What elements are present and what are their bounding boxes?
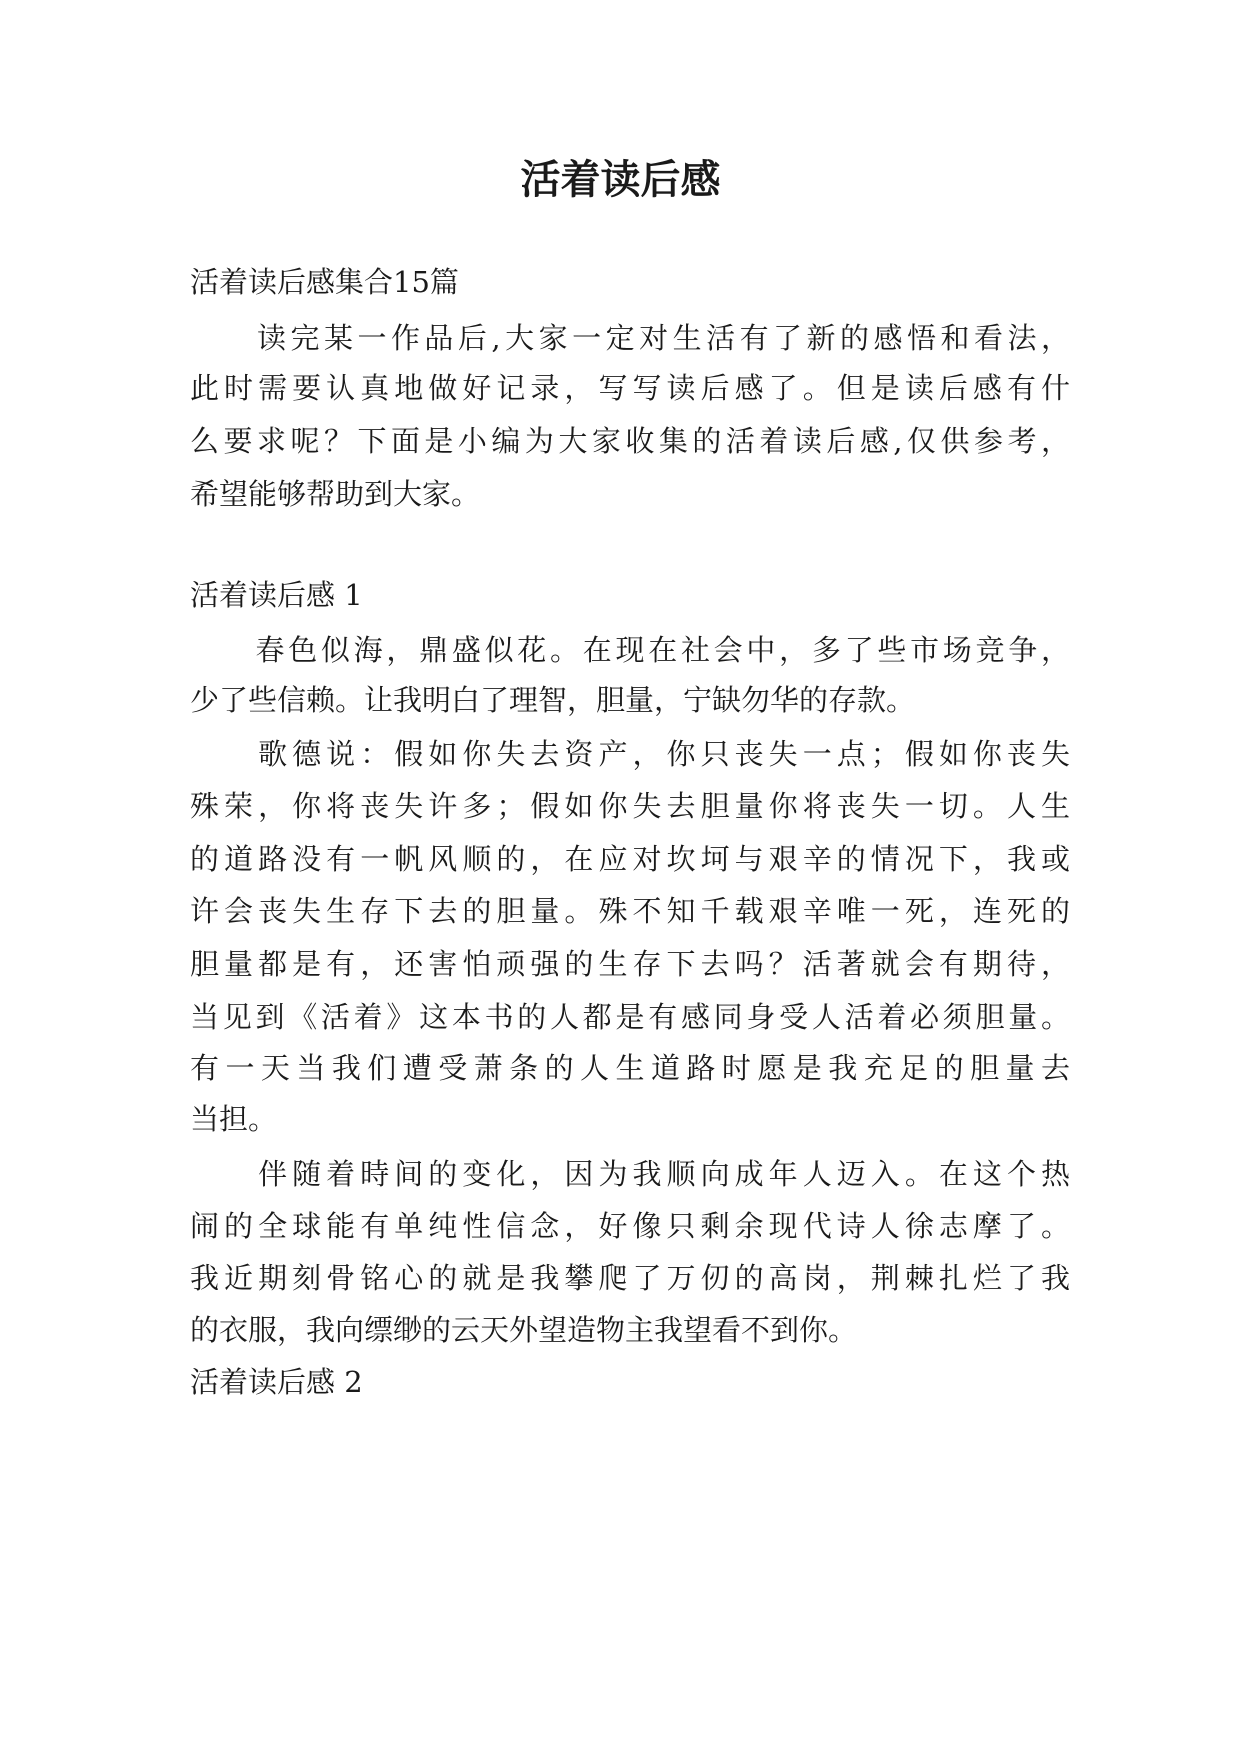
essay1-para2-line: 许会丧失生存下去的胆量。殊不知千载艰辛唯一死，连死的 bbox=[190, 894, 1070, 928]
essay1-para3-line: 的衣服，我向缥缈的云天外望造物主我望看不到你。 bbox=[190, 1313, 858, 1347]
intro-line: 读完某一作品后,大家一定对生活有了新的感悟和看法， bbox=[190, 321, 1070, 355]
essay1-para3-line: 我近期刻骨铭心的就是我攀爬了万仞的高岗，荆棘扎烂了我 bbox=[190, 1261, 1070, 1295]
essay1-para2-line: 歌德说：假如你失去资产，你只丧失一点；假如你丧失 bbox=[190, 737, 1070, 771]
document-title: 活着读后感 bbox=[520, 157, 721, 203]
essay1-para3-line: 闹的全球能有单纯性信念，好像只剩余现代诗人徐志摩了。 bbox=[190, 1209, 1070, 1243]
essay1-para2-line: 胆量都是有，还害怕顽强的生存下去吗？活著就会有期待， bbox=[190, 947, 1070, 981]
essay1-para2-line: 当见到《活着》这本书的人都是有感同身受人活着必须胆量。 bbox=[190, 1000, 1070, 1034]
intro-line: 么要求呢？下面是小编为大家收集的活着读后感,仅供参考， bbox=[190, 424, 1070, 458]
intro-line: 此时需要认真地做好记录，写写读后感了。但是读后感有什 bbox=[190, 371, 1070, 405]
essay1-para3-line: 伴随着時间的变化，因为我顺向成年人迈入。在这个热 bbox=[190, 1157, 1070, 1191]
essay1-para2-line: 有一天当我们遭受萧条的人生道路时愿是我充足的胆量去 bbox=[190, 1051, 1070, 1085]
essay2-heading: 活着读后感 2 bbox=[190, 1365, 363, 1399]
collection-heading: 活着读后感集合15篇 bbox=[190, 265, 459, 299]
essay1-para1-line: 春色似海，鼎盛似花。在现在社会中，多了些市场竞争， bbox=[190, 633, 1070, 667]
essay1-para2-line: 殊荣，你将丧失许多；假如你失去胆量你将丧失一切。人生 bbox=[190, 789, 1070, 823]
essay1-para1-line: 少了些信赖。让我明白了理智，胆量，宁缺勿华的存款。 bbox=[190, 683, 916, 717]
essay1-para2-line: 当担。 bbox=[190, 1102, 278, 1136]
essay1-heading: 活着读后感 1 bbox=[190, 578, 363, 612]
intro-line: 希望能够帮助到大家。 bbox=[190, 477, 481, 511]
essay1-para2-line: 的道路没有一帆风顺的，在应对坎坷与艰辛的情况下，我或 bbox=[190, 842, 1070, 876]
